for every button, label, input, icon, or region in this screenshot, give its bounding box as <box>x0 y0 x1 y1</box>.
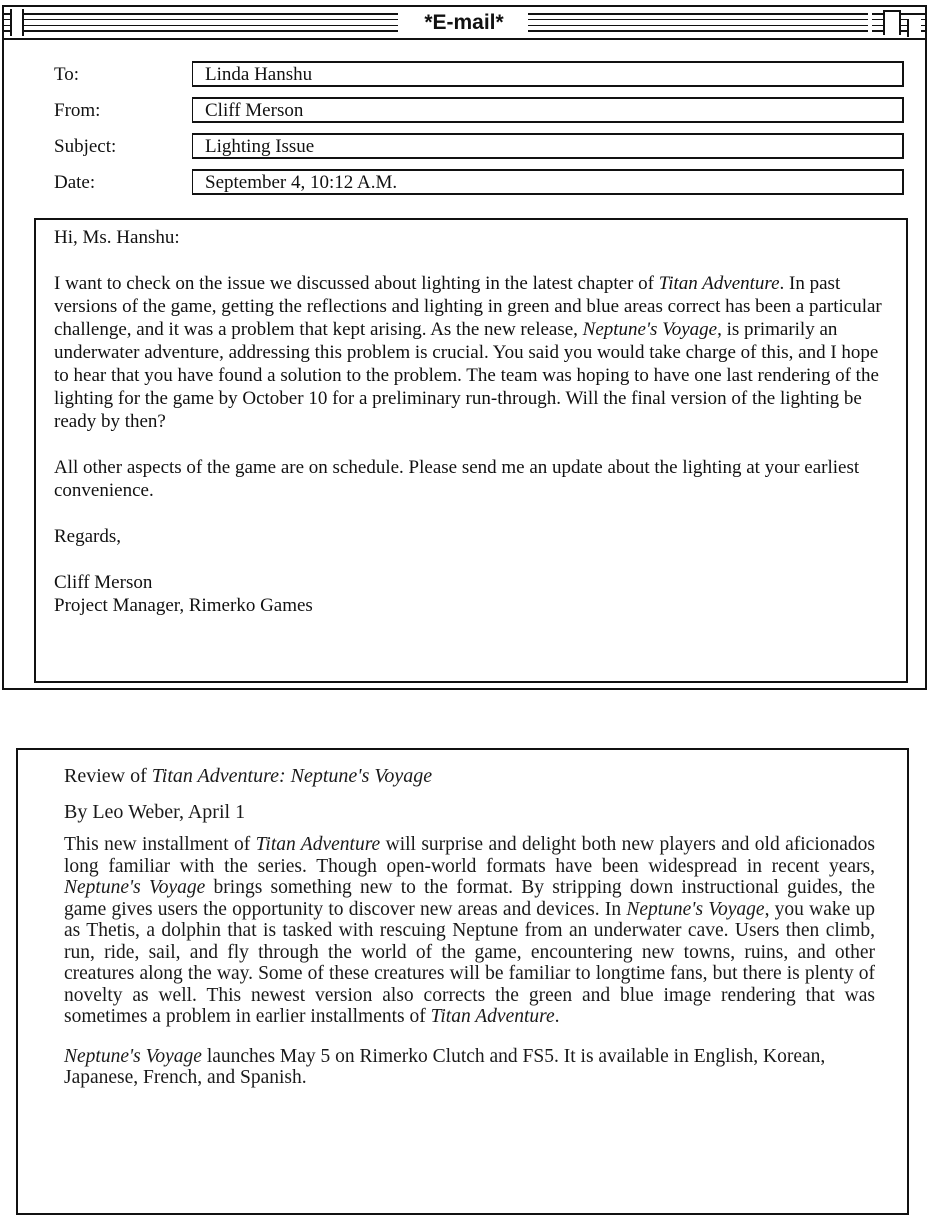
text-run: launches May 5 on Rimerko Clutch and FS5. It is available in English, Korean, Japanese, French, and Spanish. <box>64 1045 826 1088</box>
text-run: I want to check on the issue we discussed about lighting in the latest chapter of <box>54 273 659 294</box>
game-title: Neptune's Voyage <box>582 319 718 340</box>
text-run: , is primarily an underwater adventure, addressing this problem is crucial. You said you would take charge of this, and I hope to hear that you have found a solution to the problem. The team was hoping to have one last rendering of the lighting for the game by October 10 for a preliminary run-through. Will the final version of the lighting be ready by then? <box>54 319 879 432</box>
text-run: This new installment of <box>64 834 256 855</box>
date-field[interactable]: September 4, 10:12 A.M. <box>192 169 904 195</box>
email-body[interactable] <box>34 218 908 683</box>
from-label: From: <box>54 100 101 121</box>
text-run: , you wake up as Thetis, a dolphin that is tasked with rescuing Neptune from an underwater cave. Users then climb, run, ride, sail, and fly through the world of the game, encountering new towns, ruins, and other creatures along the way. Some of these creatures will be familiar to longtime fans, but there is plenty of novelty as well. This newest version also corrects the green and blue image rendering that was sometimes a problem in earlier installments of <box>64 898 875 1027</box>
game-title: Neptune's Voyage <box>626 898 765 920</box>
text-run: . In past versions of the game, getting the reflections and lighting in green and blue areas correct has been a particular challenge, and it was a problem that kept arising. As the new release, <box>54 273 882 340</box>
date-row <box>54 169 904 197</box>
to-field[interactable]: Linda Hanshu <box>192 61 904 87</box>
from-row <box>54 97 904 125</box>
subject-row <box>54 133 904 161</box>
game-title: Titan Adventure <box>658 273 780 294</box>
text-run: Review of <box>64 765 152 787</box>
game-title: Neptune's Voyage <box>64 877 206 898</box>
zoom-box-icon[interactable] <box>883 10 901 35</box>
title-bar-stripes <box>228 13 398 32</box>
text-run: will surprise and delight both new players and old aficionados long familiar with the series. Though open-world formats have been widespread in recent years, <box>64 834 875 877</box>
close-box-icon[interactable] <box>10 9 24 36</box>
email-greeting: Hi, Ms. Hanshu: <box>54 227 180 248</box>
signature-name: Cliff Merson <box>54 572 153 593</box>
from-field[interactable]: Cliff Merson <box>192 97 904 123</box>
text-run: . <box>554 1006 560 1027</box>
game-title: Titan Adventure <box>430 1006 555 1027</box>
game-title: Neptune's Voyage <box>64 1045 202 1067</box>
review-byline: By Leo Weber, April 1 <box>64 801 246 823</box>
review-paragraph-1 <box>64 834 875 1028</box>
title-bar[interactable] <box>4 7 925 40</box>
date-label: Date: <box>54 172 96 193</box>
email-paragraph-1 <box>54 272 892 433</box>
email-closing: Regards, <box>54 526 122 547</box>
review-article <box>16 748 909 1215</box>
collapse-box-icon[interactable] <box>907 19 921 37</box>
title-bar-stripes <box>528 13 868 32</box>
text-run: brings something new to the format. By stripping down instructional guides, the game gives users the opportunity to discover new areas and devices. In <box>64 877 875 920</box>
window-title: *E-mail* <box>400 9 528 36</box>
email-paragraph-2: All other aspects of the game are on schedule. Please send me an update about the lighting at your earliest convenience. <box>54 457 860 501</box>
email-window <box>2 5 927 690</box>
subject-field[interactable]: Lighting Issue <box>192 133 904 159</box>
to-label: To: <box>54 64 80 85</box>
game-title: Titan Adventure <box>255 834 381 855</box>
to-row <box>54 61 904 89</box>
game-title: Titan Adventure: Neptune's Voyage <box>151 765 433 787</box>
subject-label: Subject: <box>54 136 117 157</box>
title-bar-stripes <box>40 13 228 32</box>
review-paragraph-2 <box>64 1046 875 1089</box>
signature-title: Project Manager, Rimerko Games <box>54 595 313 616</box>
review-title <box>64 764 875 788</box>
